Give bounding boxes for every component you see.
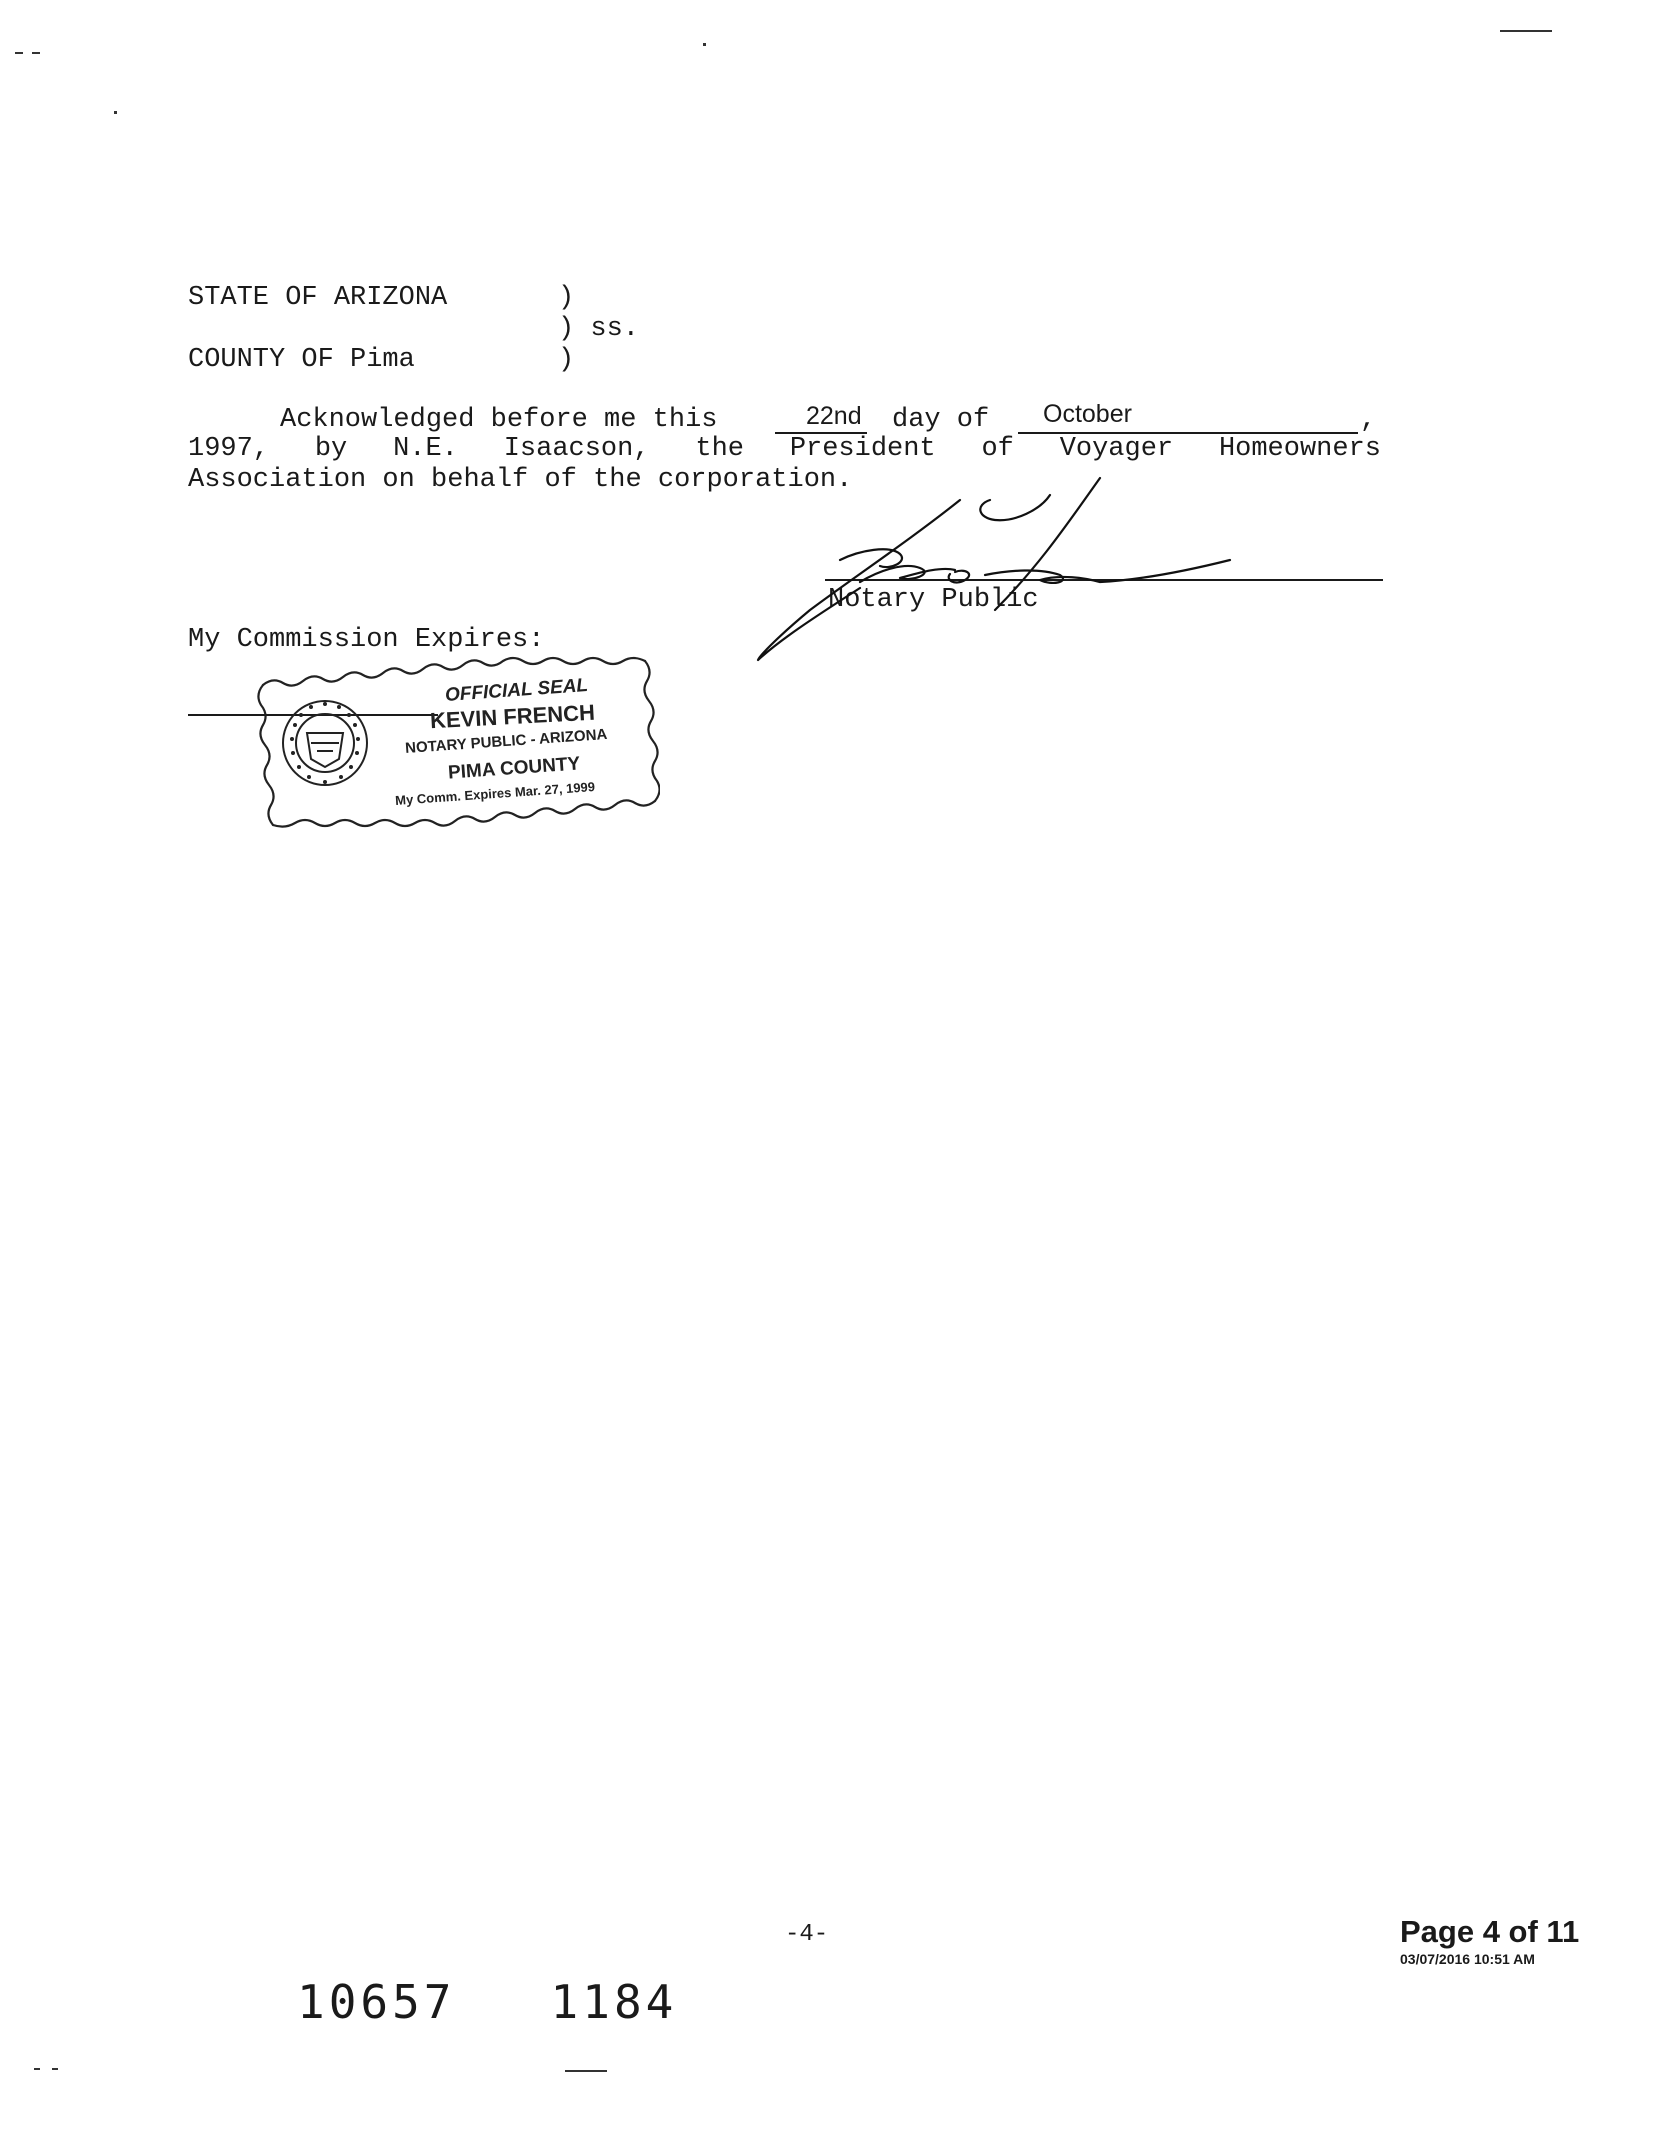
scan-artifact xyxy=(565,2070,607,2072)
ack-prefix: Acknowledged before me this xyxy=(280,405,718,435)
ack-middle: day of xyxy=(892,405,990,435)
ack-line-3: Association on behalf of the corporation. xyxy=(188,465,853,495)
ack-word: President xyxy=(789,434,936,464)
seal-line-county: PIMA COUNTY xyxy=(447,753,581,784)
ack-word: Isaacson, xyxy=(503,434,650,464)
ack-word: N.E. xyxy=(393,434,458,464)
scan-artifact xyxy=(32,52,40,54)
seal-line-expires: My Comm. Expires Mar. 27, 1999 xyxy=(394,779,596,808)
day-value: 22nd xyxy=(806,402,862,430)
signature-scrawl xyxy=(740,470,1260,670)
seal-line-official: OFFICIAL SEAL xyxy=(444,675,589,706)
print-timestamp: 03/07/2016 10:51 AM xyxy=(1400,1951,1535,1967)
page-marker: -4- xyxy=(785,1921,829,1948)
scan-artifact xyxy=(34,2068,40,2070)
ack-line-2 xyxy=(188,436,1381,463)
scan-artifact xyxy=(15,52,23,54)
venue-ss: ) ss. xyxy=(558,314,640,344)
venue-paren-bottom: ) xyxy=(558,345,575,375)
scan-artifact xyxy=(114,111,117,114)
ack-word: Voyager xyxy=(1059,434,1174,464)
ack-word: Homeowners xyxy=(1218,434,1381,464)
venue-county: COUNTY OF Pima xyxy=(188,345,415,375)
scan-artifact xyxy=(703,43,706,46)
page-of-count: Page 4 of 11 xyxy=(1400,1914,1580,1949)
scan-artifact xyxy=(52,2068,58,2070)
month-value: October xyxy=(1043,400,1132,428)
ack-word: of xyxy=(981,434,1014,464)
commission-label: My Commission Expires: xyxy=(188,625,545,655)
seal-line-title: NOTARY PUBLIC - ARIZONA xyxy=(404,725,608,758)
scan-artifact xyxy=(1500,30,1552,32)
ack-word: the xyxy=(695,434,744,464)
recording-number: 10657 1184 xyxy=(297,1975,678,2029)
ack-word: 1997, xyxy=(188,434,270,464)
seal-line-name: KEVIN FRENCH xyxy=(429,699,596,734)
notary-public-caption: Notary Public xyxy=(828,585,1039,615)
venue-state: STATE OF ARIZONA xyxy=(188,283,448,313)
venue-paren-top: ) xyxy=(558,283,575,313)
ack-word: by xyxy=(314,434,348,464)
ack-comma: , xyxy=(1360,405,1377,435)
